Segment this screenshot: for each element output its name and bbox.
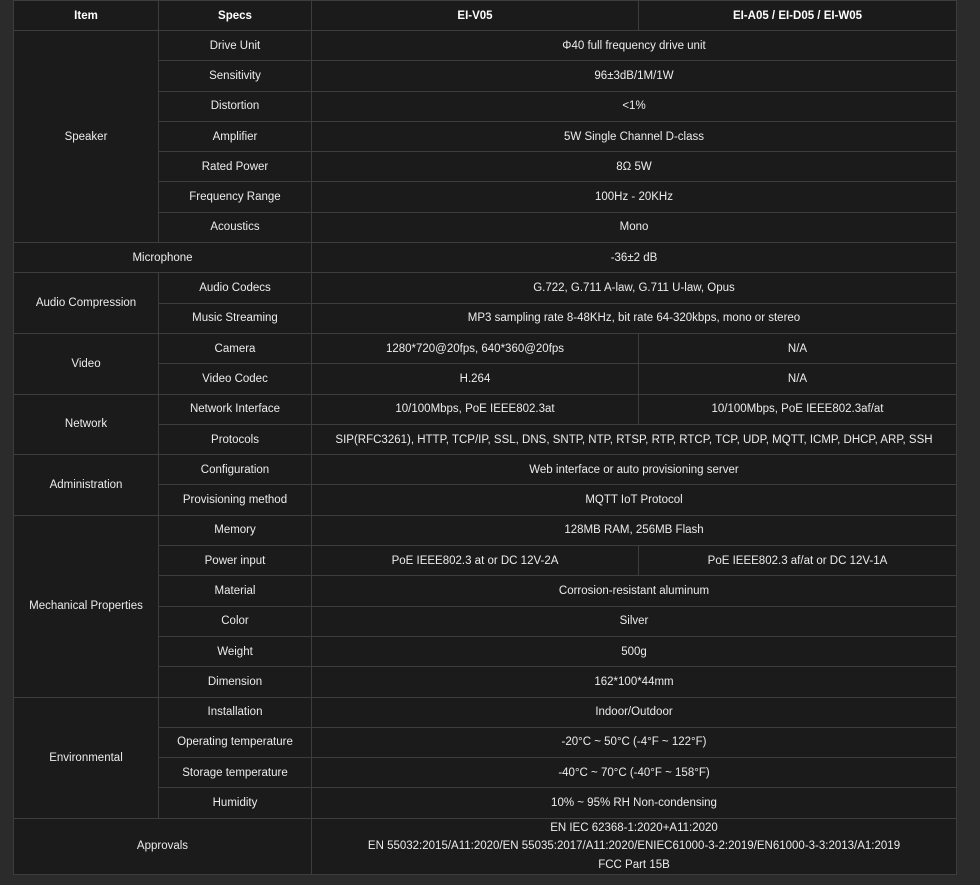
spec-label: Protocols bbox=[159, 424, 312, 454]
group-administration: Administration bbox=[14, 455, 159, 516]
approval-line: EN IEC 62368-1:2020+A11:2020 bbox=[550, 821, 718, 834]
table-row bbox=[14, 243, 957, 273]
spec-label: Amplifier bbox=[159, 121, 312, 151]
table-row bbox=[14, 697, 957, 727]
group-speaker: Speaker bbox=[14, 31, 159, 243]
spec-value: -40°C ~ 70°C (-40°F ~ 158°F) bbox=[312, 758, 957, 788]
spec-value: MP3 sampling rate 8-48KHz, bit rate 64-320kbps, mono or stereo bbox=[312, 303, 957, 333]
table-row bbox=[14, 455, 957, 485]
spec-value: Indoor/Outdoor bbox=[312, 697, 957, 727]
spec-value-v05: 1280*720@20fps, 640*360@20fps bbox=[312, 333, 639, 363]
spec-label: Network Interface bbox=[159, 394, 312, 424]
spec-value: Φ40 full frequency drive unit bbox=[312, 31, 957, 61]
approvals-list bbox=[312, 818, 957, 875]
spec-label: Drive Unit bbox=[159, 31, 312, 61]
spec-value-v05: PoE IEEE802.3 at or DC 12V-2A bbox=[312, 546, 639, 576]
spec-value-others: PoE IEEE802.3 af/at or DC 12V-1A bbox=[639, 546, 957, 576]
spec-label: Installation bbox=[159, 697, 312, 727]
group-microphone: Microphone bbox=[14, 243, 312, 273]
spec-value: 100Hz - 20KHz bbox=[312, 182, 957, 212]
spec-label: Weight bbox=[159, 636, 312, 666]
spec-value: -36±2 dB bbox=[312, 243, 957, 273]
table-row bbox=[14, 273, 957, 303]
spec-value-v05: 10/100Mbps, PoE IEEE802.3at bbox=[312, 394, 639, 424]
spec-value: 162*100*44mm bbox=[312, 667, 957, 697]
spec-value: Mono bbox=[312, 212, 957, 242]
spec-label: Operating temperature bbox=[159, 727, 312, 757]
spec-value: <1% bbox=[312, 91, 957, 121]
spec-value-v05: H.264 bbox=[312, 364, 639, 394]
spec-value: 500g bbox=[312, 636, 957, 666]
spec-value: MQTT IoT Protocol bbox=[312, 485, 957, 515]
group-audio-compression: Audio Compression bbox=[14, 273, 159, 334]
spec-value: Silver bbox=[312, 606, 957, 636]
spec-value: Corrosion-resistant aluminum bbox=[312, 576, 957, 606]
table-row bbox=[14, 333, 957, 363]
spec-value: 5W Single Channel D-class bbox=[312, 121, 957, 151]
spec-label: Audio Codecs bbox=[159, 273, 312, 303]
group-mechanical: Mechanical Properties bbox=[14, 515, 159, 697]
spec-label: Memory bbox=[159, 515, 312, 545]
spec-label: Music Streaming bbox=[159, 303, 312, 333]
spec-label: Distortion bbox=[159, 91, 312, 121]
spec-table bbox=[13, 0, 957, 875]
spec-value-others: N/A bbox=[639, 333, 957, 363]
group-environmental: Environmental bbox=[14, 697, 159, 818]
table-row bbox=[14, 394, 957, 424]
header-specs: Specs bbox=[159, 1, 312, 31]
spec-value: SIP(RFC3261), HTTP, TCP/IP, SSL, DNS, SNTP, NTP, RTSP, RTP, RTCP, TCP, UDP, MQTT, ICMP, DHCP, ARP, SSH bbox=[312, 424, 957, 454]
header-item: Item bbox=[14, 1, 159, 31]
spec-label: Frequency Range bbox=[159, 182, 312, 212]
spec-value: 96±3dB/1M/1W bbox=[312, 61, 957, 91]
spec-label: Storage temperature bbox=[159, 758, 312, 788]
spec-label: Power input bbox=[159, 546, 312, 576]
spec-label: Configuration bbox=[159, 455, 312, 485]
spec-value-others: 10/100Mbps, PoE IEEE802.3af/at bbox=[639, 394, 957, 424]
table-row bbox=[14, 818, 957, 875]
spec-value: 128MB RAM, 256MB Flash bbox=[312, 515, 957, 545]
spec-value-others: N/A bbox=[639, 364, 957, 394]
spec-label: Rated Power bbox=[159, 152, 312, 182]
spec-label: Humidity bbox=[159, 788, 312, 818]
spec-label: Video Codec bbox=[159, 364, 312, 394]
spec-label: Dimension bbox=[159, 667, 312, 697]
spec-value: Web interface or auto provisioning server bbox=[312, 455, 957, 485]
header-model-v05: EI-V05 bbox=[312, 1, 639, 31]
spec-label: Sensitivity bbox=[159, 61, 312, 91]
approval-line: FCC Part 15B bbox=[598, 858, 670, 871]
header-model-others: EI-A05 / EI-D05 / EI-W05 bbox=[639, 1, 957, 31]
spec-label: Camera bbox=[159, 333, 312, 363]
spec-value: G.722, G.711 A-law, G.711 U-law, Opus bbox=[312, 273, 957, 303]
table-row bbox=[14, 31, 957, 61]
spec-label: Color bbox=[159, 606, 312, 636]
spec-label: Material bbox=[159, 576, 312, 606]
spec-value: 8Ω 5W bbox=[312, 152, 957, 182]
spec-value: 10% ~ 95% RH Non-condensing bbox=[312, 788, 957, 818]
spec-label: Provisioning method bbox=[159, 485, 312, 515]
group-approvals: Approvals bbox=[14, 818, 312, 875]
spec-value: -20°C ~ 50°C (-4°F ~ 122°F) bbox=[312, 727, 957, 757]
group-network: Network bbox=[14, 394, 159, 455]
group-video: Video bbox=[14, 333, 159, 394]
spec-label: Acoustics bbox=[159, 212, 312, 242]
table-row bbox=[14, 515, 957, 545]
approval-line: EN 55032:2015/A11:2020/EN 55035:2017/A11:2020/ENIEC61000-3-2:2019/EN61000-3-3:2013/A1:2019 bbox=[367, 840, 901, 853]
header-row bbox=[14, 1, 957, 31]
